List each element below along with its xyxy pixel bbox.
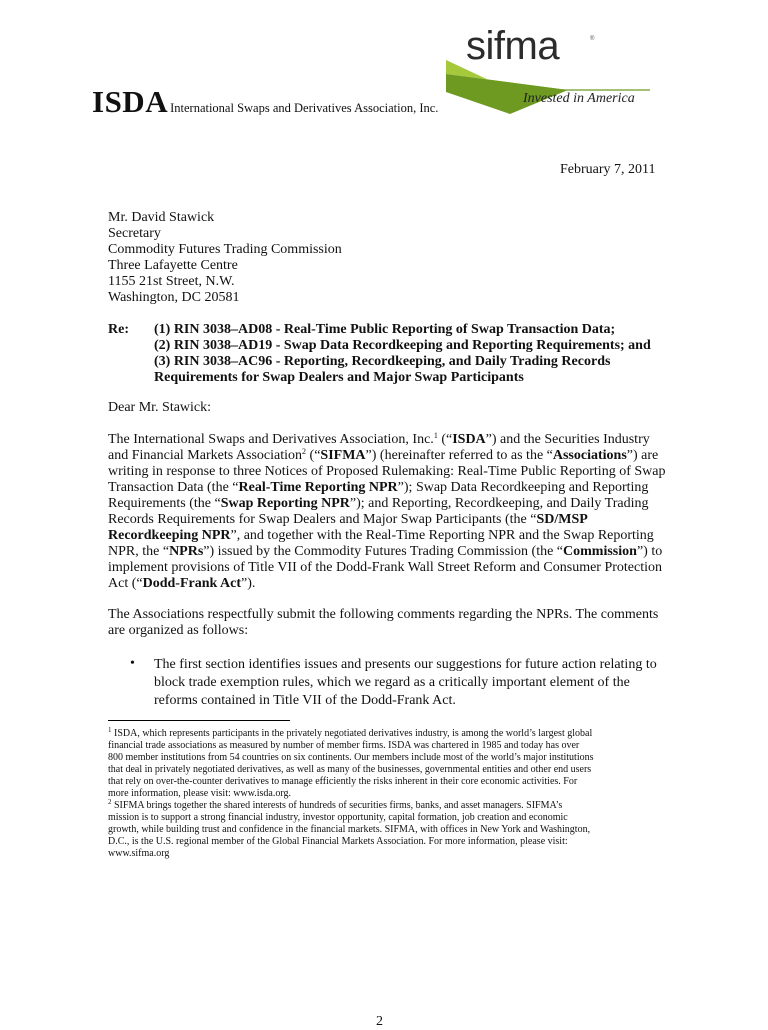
comments-intro-paragraph: The Associations respectfully submit the following comments regarding the NPRs. The comments are organized as follows: <box>108 607 659 638</box>
footnote-divider <box>108 720 290 721</box>
address-line: Secretary <box>108 226 161 241</box>
sifma-wordmark: sifma <box>466 24 560 68</box>
bullet-icon: • <box>130 656 135 671</box>
re-subject <box>154 322 651 386</box>
footnotes: $^1$ ISDA, which represents participants in the privately negotiated derivatives industry, is among the world’s largest global financial trade associations as measured by number of member firms. ISDA was chartered in 1985 and today has over 800 member institutions from 54 countries on six continents. Our members include most of the world’s major institutions that deal in privately negotiated derivatives, as well as many of the businesses, governmental entities and other end users that rely on over-the-counter derivatives to manage efficiently the risks inherent in their core economic activities. For more information, please visit: www.isda.org. $^2$ SIFMA brings together the shared interests of hundreds of securities firms, banks, and asset managers. SIFMA’s mission is to support a strong financial industry, investor opportunity, capital formation, job creation and economic growth, while building trust and confidence in the financial markets. SIFMA, with offices in New York and Washington, D.C., is the U.S. regional member of the Global Financial Markets Association. For more information, please visit: www.sifma.org <box>108 726 594 859</box>
footnote-mark-1: 1 <box>108 726 112 734</box>
isda-full-name: International Swaps and Derivatives Association, Inc. <box>170 101 439 115</box>
address-line: Washington, DC 20581 <box>108 290 240 305</box>
sifma-registered-mark: ® <box>590 36 595 42</box>
footnote-ref-1: 1 <box>433 431 438 440</box>
intro-paragraph: The International Swaps and Derivatives Association, Inc.$^1$ (“ISDA”) and the Securities Industry and Financial Markets Association$^2$ (“SIFMA”) (hereinafter referred to as the “Associations”) are writing in response to three Notices of Proposed Rulemaking: Real-Time Public Reporting of Swap Transaction Data (the “Real-Time Reporting NPR”); Swap Data Recordkeeping and Reporting Requirements (the “Swap Reporting NPR”); and Reporting, Recordkeeping, and Daily Trading Records Requirements for Swap Dealers and Major Swap Participants (the “SD/MSP Recordkeeping NPR”, and together with the Real-Time Reporting NPR and the Swap Reporting NPR, the “NPRs”) issued by the Commodity Futures Trading Commission (the “Commission”) to implement provisions of Title VII of the Dodd-Frank Wall Street Reform and Consumer Protection Act (“Dodd-Frank Act”). <box>108 431 666 591</box>
address-line: Three Lafayette Centre <box>108 258 238 273</box>
isda-acronym: ISDA <box>92 84 169 119</box>
re-item: (2) RIN 3038–AD19 - Swap Data Recordkeeping and Reporting Requirements; and <box>154 338 651 353</box>
footnote-ref-2: 2 <box>302 447 307 456</box>
salutation: Dear Mr. Stawick: <box>108 400 212 415</box>
address-line: 1155 21st Street, N.W. <box>108 274 235 289</box>
sifma-logo <box>440 24 660 114</box>
sifma-tagline: Invested in America <box>523 91 635 106</box>
footnote-mark-2: 2 <box>108 798 112 806</box>
re-item: Requirements for Swap Dealers and Major Swap Participants <box>154 370 524 385</box>
isda-logo <box>92 84 438 120</box>
bullet-item: The first section identifies issues and presents our suggestions for future action relating to block trade exemption rules, which we regard as a critically important element of the reforms contained in Title VII of the Dodd-Frank Act. <box>154 657 657 708</box>
recipient-address <box>108 210 342 306</box>
address-line: Commodity Futures Trading Commission <box>108 242 342 257</box>
page-number: 2 <box>376 1014 383 1029</box>
re-item: (3) RIN 3038–AC96 - Reporting, Recordkeeping, and Daily Trading Records <box>154 354 611 369</box>
letter-date: February 7, 2011 <box>560 162 656 177</box>
re-item: (1) RIN 3038–AD08 - Real-Time Public Reporting of Swap Transaction Data; <box>154 322 616 337</box>
address-line: Mr. David Stawick <box>108 210 215 225</box>
re-label: Re: <box>108 322 129 337</box>
